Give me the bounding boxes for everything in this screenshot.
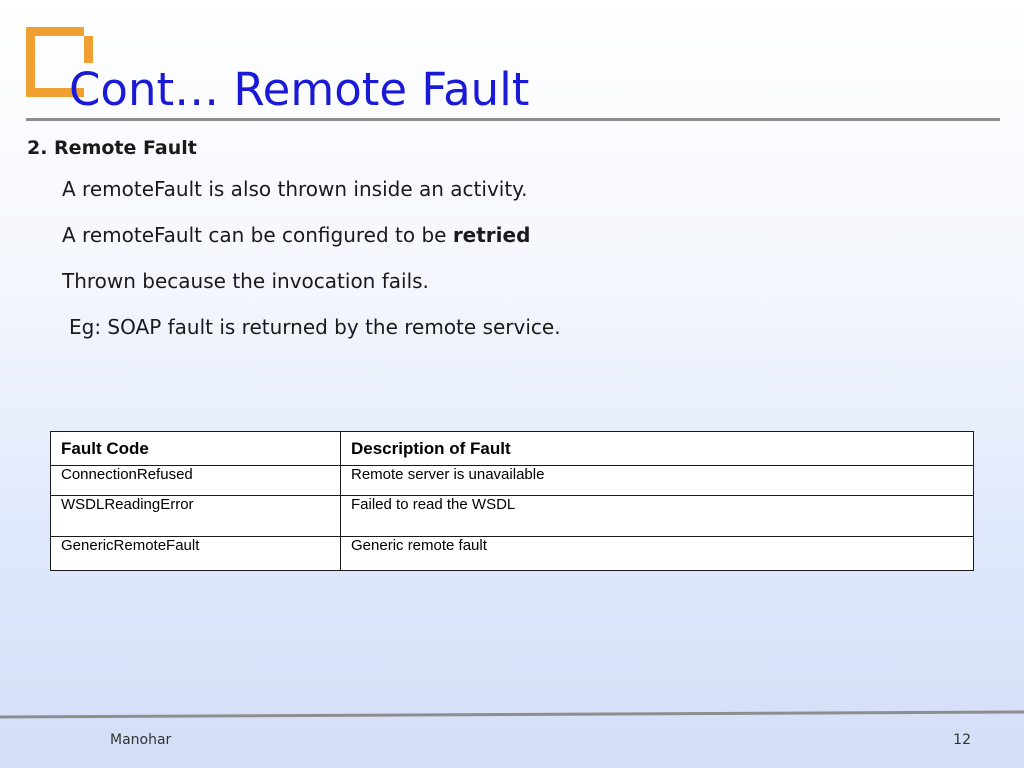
fault-code-cell: ConnectionRefused — [51, 466, 341, 496]
footer-author: Manohar — [110, 732, 172, 748]
title-divider — [26, 118, 1000, 121]
bullet-line-4: Eg: SOAP fault is returned by the remote service. — [69, 315, 561, 339]
fault-description-cell: Generic remote fault — [341, 537, 974, 571]
fault-description-cell: Remote server is unavailable — [341, 466, 974, 496]
fault-description-cell: Failed to read the WSDL — [341, 496, 974, 537]
table-row — [51, 537, 974, 571]
bullet-line-3: Thrown because the invocation fails. — [62, 269, 429, 293]
bullet-line-1: A remoteFault is also thrown inside an activity. — [62, 177, 528, 201]
column-header-description: Description of Fault — [341, 432, 974, 466]
bullet-line-2-text: A remoteFault can be configured to be — [62, 223, 453, 247]
bullet-line-2-emphasis: retried — [452, 223, 531, 247]
page-number: 12 — [953, 732, 971, 748]
fault-code-cell: WSDLReadingError — [51, 496, 341, 537]
fault-table — [50, 431, 974, 571]
footer-divider — [0, 709, 1024, 721]
table-row — [51, 496, 974, 537]
fault-code-cell: GenericRemoteFault — [51, 537, 341, 571]
slide-title: Cont… Remote Fault — [69, 63, 530, 116]
section-heading: 2. Remote Fault — [27, 137, 197, 159]
column-header-fault-code: Fault Code — [51, 432, 341, 466]
table-header-row — [51, 432, 974, 466]
bullet-line-2 — [62, 223, 530, 247]
table-row — [51, 466, 974, 496]
